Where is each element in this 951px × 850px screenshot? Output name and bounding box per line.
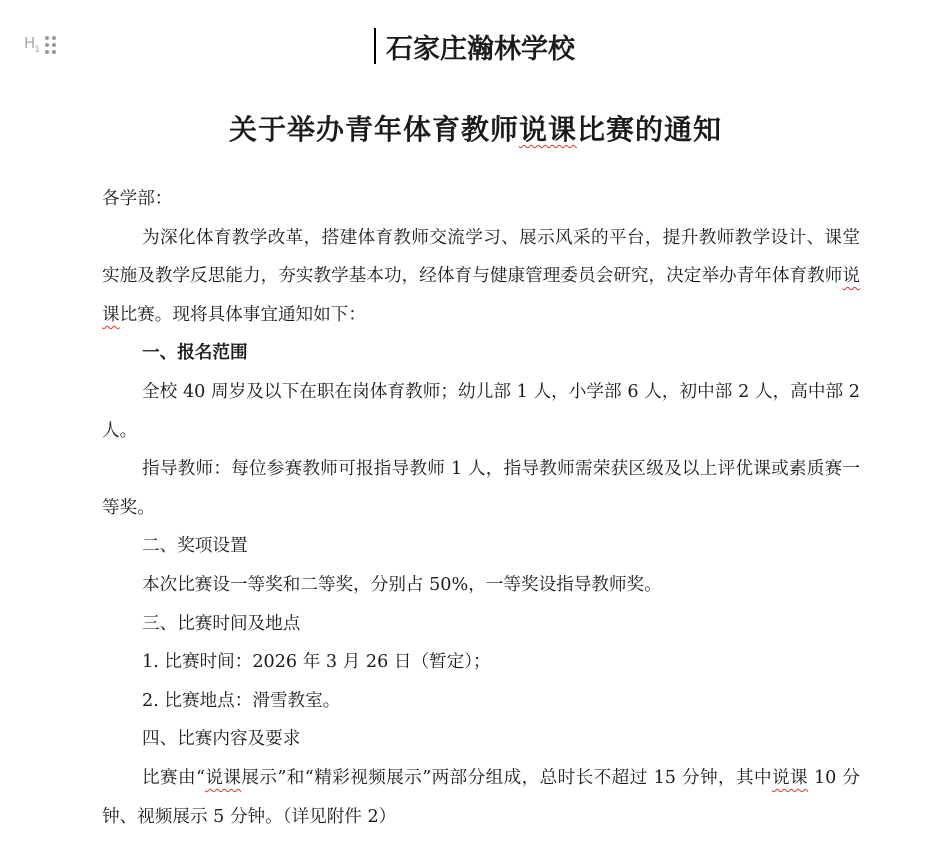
section2-paragraph[interactable]: 本次比赛设一等奖和二等奖，分别占 50%，一等奖设指导教师奖。 (142, 574, 662, 595)
section3-heading[interactable]: 三、比赛时间及地点 (142, 613, 301, 634)
section3-item-location[interactable]: 2. 比赛地点：滑雪教室。 (142, 690, 341, 711)
heading-1-icon[interactable]: $H_1$ (24, 34, 40, 55)
school-name-heading[interactable]: 石家庄瀚林学校 (386, 34, 575, 65)
section1-heading[interactable]: 一、报名范围 (142, 342, 248, 364)
section2-heading[interactable]: 二、奖项设置 (142, 536, 248, 557)
section4-paragraph[interactable]: 比赛由“说课展示”和“精彩视频展示”两部分组成，总时长不超过 15 分钟，其中说课 10 分钟、视频展示 5 分钟。（详见附件 2） (102, 767, 860, 827)
document-title[interactable]: 关于举办青年体育教师说课比赛的通知 (228, 113, 723, 146)
salutation[interactable]: 各学部： (102, 189, 173, 209)
intro-paragraph[interactable]: 为深化体育教学改革，搭建体育教师交流学习、展示风采的平台，提升教师教学设计、课堂实施及教学反思能力，夯实教学基本功，经体育与健康管理委员会研究，决定举办青年体育教师说课比赛。现将具体事宜通知如下： (102, 227, 860, 325)
document-body[interactable] (102, 180, 860, 836)
section1-paragraph-2[interactable]: 指导教师：每位参赛教师可报指导教师 1 人，指导教师需荣获区级及以上评优课或素质赛一等奖。 (102, 459, 860, 518)
spellcheck-underline: 说课 (102, 266, 860, 325)
section3-item-time[interactable]: 1. 比赛时间：2026 年 3 月 26 日（暂定）； (142, 652, 491, 673)
section4-heading[interactable]: 四、比赛内容及要求 (142, 729, 301, 750)
section1-paragraph-1[interactable]: 全校 40 周岁及以下在职在岗体育教师；幼儿部 1 人，小学部 6 人，初中部 2 人，高中部 2 人。 (102, 381, 860, 441)
spellcheck-underline: 说课 (771, 767, 808, 788)
spellcheck-underline: 说课 (518, 113, 577, 146)
spellcheck-underline: 说课 (205, 767, 242, 788)
